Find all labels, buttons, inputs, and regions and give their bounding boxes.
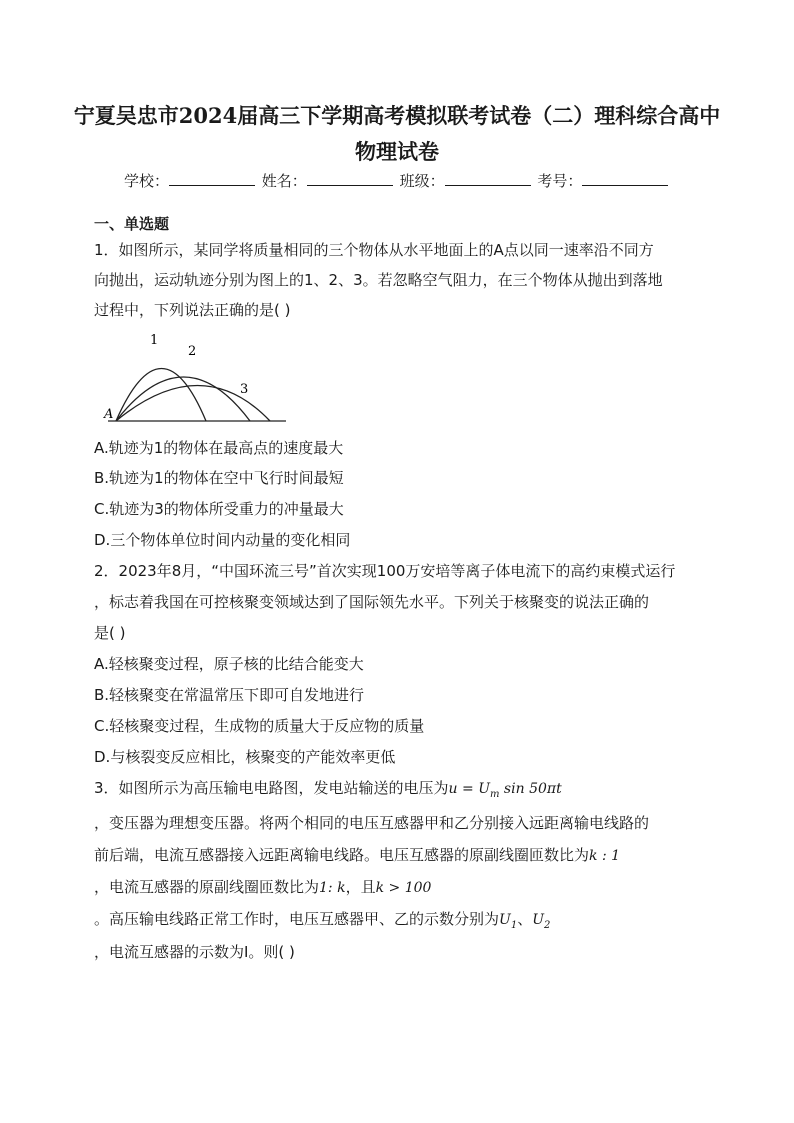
q3-text: ，电流互感器的原副线圈匝数比为 bbox=[94, 878, 320, 896]
q1-option-c[interactable]: C.轨迹为3的物体所受重力的冲量最大 bbox=[94, 500, 344, 518]
q3-line: ，变压器为理想变压器。将两个相同的电压互感器甲和乙分别接入远距离输电线路的 bbox=[94, 814, 650, 832]
q1-line: 过程中，下列说法正确的是( ) bbox=[94, 301, 291, 319]
label-1: 1 bbox=[150, 333, 159, 348]
label-3: 3 bbox=[240, 382, 249, 397]
q2-line: 是( ) bbox=[94, 624, 126, 642]
k-condition-formula: k > 100 bbox=[375, 880, 432, 896]
u2-symbol bbox=[532, 912, 551, 931]
name-label: 姓名： bbox=[261, 172, 307, 190]
label-2: 2 bbox=[188, 344, 197, 359]
u1-main: U bbox=[499, 912, 511, 928]
q3-line bbox=[94, 845, 620, 866]
q3-line: ，电流互感器的示数为I。则( ) bbox=[94, 943, 295, 961]
q3-line bbox=[94, 909, 550, 936]
q3-line bbox=[94, 877, 431, 898]
q1-option-a[interactable]: A.轨迹为1的物体在最高点的速度最大 bbox=[94, 439, 344, 457]
u2-sub: 2 bbox=[544, 919, 551, 931]
q2-option-b[interactable]: B.轻核聚变在常温常压下即可自发地进行 bbox=[94, 686, 365, 704]
q3-text: 3．如图所示为高压输电电路图，发电站输送的电压为 bbox=[94, 779, 449, 797]
u1-sub: 1 bbox=[510, 919, 518, 931]
name-blank[interactable] bbox=[307, 171, 393, 186]
trajectory-1 bbox=[116, 369, 206, 422]
trajectory-2 bbox=[116, 377, 250, 421]
u1-symbol bbox=[499, 912, 518, 931]
section-heading: 一、单选题 bbox=[94, 215, 170, 233]
q2-line: ，标志着我国在可控核聚变领域达到了国际领先水平。下列关于核聚变的说法正确的 bbox=[94, 593, 650, 611]
q1-option-d[interactable]: D.三个物体单位时间内动量的变化相同 bbox=[94, 531, 351, 549]
q1-line: 向抛出，运动轨迹分别为图上的1、2、3。若忽略空气阻力，在三个物体从抛出到落地 bbox=[94, 271, 663, 289]
q3-text: ，且 bbox=[345, 878, 376, 896]
exam-title-line2: 物理试卷 bbox=[355, 139, 439, 164]
q2-option-a[interactable]: A.轻核聚变过程，原子核的比结合能变大 bbox=[94, 655, 364, 673]
school-label: 学校： bbox=[124, 172, 170, 190]
u2-main: U bbox=[532, 912, 545, 928]
class-label: 班级： bbox=[399, 172, 445, 190]
trajectory-figure bbox=[100, 328, 300, 430]
formula-main: u = U bbox=[448, 781, 490, 797]
exam-title-line1: 宁夏吴忠市2024届高三下学期高考模拟联考试卷（二）理科综合高中 bbox=[73, 103, 721, 128]
q3-text: 。高压输电线路正常工作时，电压互感器甲、乙的示数分别为 bbox=[94, 910, 500, 928]
q2-option-c[interactable]: C.轻核聚变过程，生成物的质量大于反应物的质量 bbox=[94, 717, 425, 735]
school-blank[interactable] bbox=[169, 171, 255, 186]
current-ratio-formula: 1: k bbox=[319, 880, 346, 896]
separator: 、 bbox=[517, 910, 533, 928]
formula-tail: sin 50πt bbox=[499, 781, 562, 797]
voltage-formula bbox=[448, 781, 562, 800]
class-blank[interactable] bbox=[445, 171, 531, 186]
formula-subscript: m bbox=[490, 788, 500, 800]
turns-ratio-formula: k : 1 bbox=[589, 848, 621, 864]
q3-text: 前后端，电流互感器接入远距离输电线路。电压互感器的原副线圈匝数比为 bbox=[94, 846, 590, 864]
q2-line: 2．2023年8月，“中国环流三号”首次实现100万安培等离子体电流下的高约束模式运行 bbox=[94, 562, 676, 580]
exam-number-blank[interactable] bbox=[582, 171, 668, 186]
exam-number-label: 考号： bbox=[537, 172, 583, 190]
point-a-label: A bbox=[104, 407, 114, 422]
q2-option-d[interactable]: D.与核裂变反应相比，核聚变的产能效率更低 bbox=[94, 748, 396, 766]
q1-option-b[interactable]: B.轨迹为1的物体在空中飞行时间最短 bbox=[94, 469, 344, 487]
student-info-row bbox=[124, 170, 670, 191]
q3-line bbox=[94, 778, 562, 805]
q1-line: 1．如图所示，某同学将质量相同的三个物体从水平地面上的A点以同一速率沿不同方 bbox=[94, 241, 654, 259]
